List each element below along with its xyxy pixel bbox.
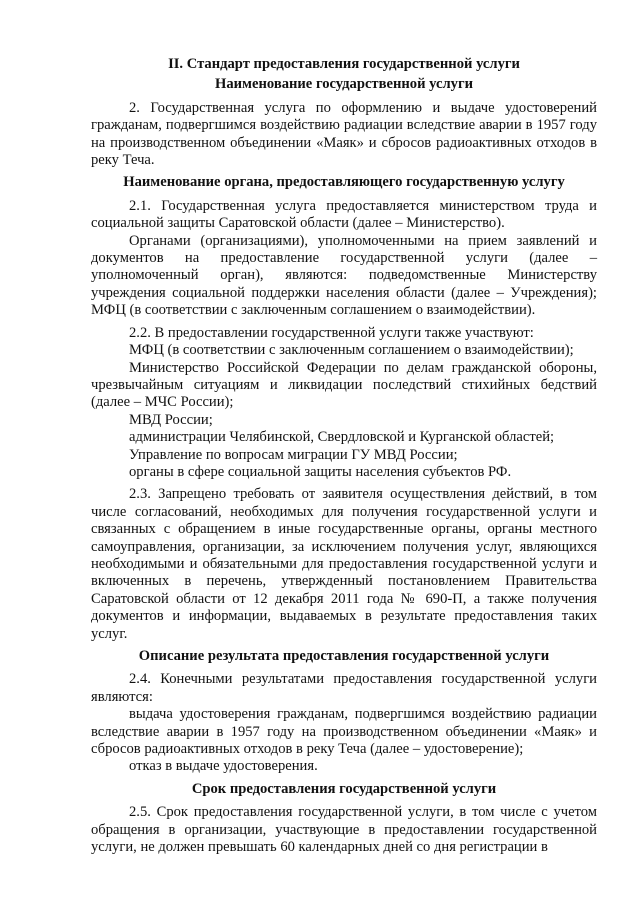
heading-service-name: Наименование государственной услуги	[215, 76, 473, 93]
heading-term: Срок предоставления государственной услуги	[191, 780, 497, 797]
paragraph-2-1: 2.1. Государственная услуга предоставляется министерством труда и социальной защиты Саратовской области (далее – Министерство).	[91, 197, 597, 232]
list-item: МФЦ (в соответствии с заключенным соглашением о взаимодействии);	[129, 342, 574, 359]
paragraph-2-1-authorized: Органами (организациями), уполномоченными на прием заявлений и документов на предоставление государственной услуги (далее – уполномоченный орган), являются: подведомственные Министерству учреждения социальной поддержки населения области (далее – Учреждения); МФЦ (в соответствии с заключенным соглашением о взаимодействии).	[91, 232, 597, 319]
heading-result: Описание результата предоставления государственной услуги	[138, 648, 550, 664]
paragraph-2-4: 2.4. Конечными результатами предоставления государственной услуги являются:	[91, 671, 597, 705]
paragraph-2: 2. Государственная услуга по оформлению и выдаче удостоверений гражданам, подвергшимся воздействию радиации вследствие аварии в 1957 году на производственном объединении «Маяк» и сбросов радиоактивных отходов в реку Теча.	[91, 99, 597, 169]
paragraph-2-2: 2.2. В предоставлении государственной услуги также участвуют:	[129, 324, 534, 341]
list-item: отказ в выдаче удостоверения.	[129, 758, 318, 775]
list-item: Министерство Российской Федерации по делам гражданской обороны, чрезвычайным ситуациям и ликвидации последствий стихийных бедствий (далее – МЧС России);	[91, 359, 597, 411]
paragraph-2-3: 2.3. Запрещено требовать от заявителя осуществления действий, в том числе согласований, необходимых для получения государственной услуги и связанных с обращением в иные государственные органы, органы местного самоуправления, организации, за исключением получения услуг, являющихся необходимыми и обязательными для предоставления государственной услуги и включенных в перечень, утвержденный постановлением Правительства Саратовской области от 12 декабря 2011 года № 690-П, а также получения документов и информации, выдаваемых в результате предоставления таких услуг.	[91, 486, 597, 642]
section-title: II. Стандарт предоставления государственной услуги	[168, 56, 520, 72]
list-item: органы в сфере социальной защиты населения субъектов РФ.	[129, 463, 512, 480]
list-item: выдача удостоверения гражданам, подвергшимся воздействию радиации вследствие аварии в 1957 году на производственном объединении «Маяк» и сбросов радиоактивных отходов в реку Теча (далее – удостоверение);	[91, 706, 597, 758]
list-item: Управление по вопросам миграции ГУ МВД России;	[129, 446, 458, 463]
list-item: администрации Челябинской, Свердловской и Курганской областей;	[129, 429, 555, 446]
heading-organ: Наименование органа, предоставляющего государственную услугу	[123, 174, 565, 191]
paragraph-2-5: 2.5. Срок предоставления государственной услуги, в том числе с учетом обращения в организации, участвующие в предоставлении государственной услуги, не должен превышать 60 календарных дней со дня регистрации в	[91, 804, 597, 856]
list-item: МВД России;	[129, 411, 213, 428]
